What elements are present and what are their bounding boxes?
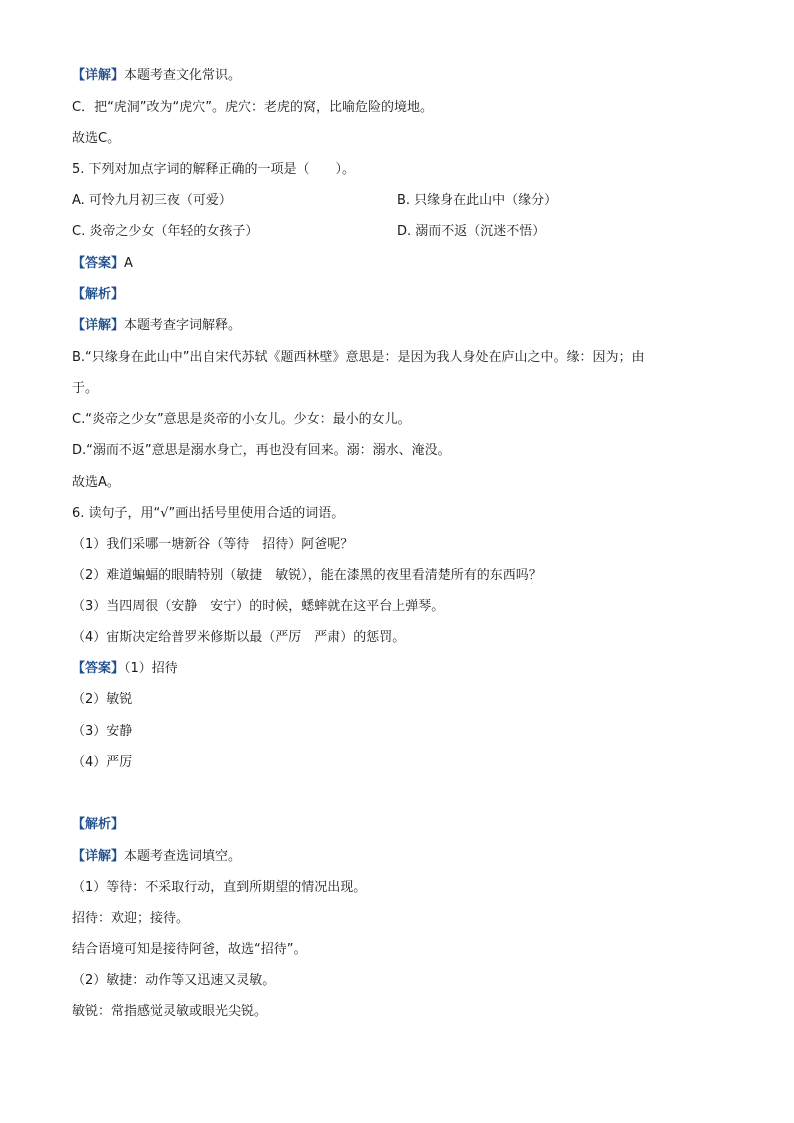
text-line [72,255,133,273]
text-line [72,1003,267,1021]
line-text: 结合语境可知是接待阿爸，故选“招待”。 [72,942,307,957]
line-text: A [124,256,133,271]
line-text: D.“溺而不返”意思是溺水身亡，再也没有回来。溺：溺水、淹没。 [72,443,451,458]
text-line [72,629,405,647]
line-text: 本题考查字词解释。 [124,318,242,333]
question-5 [72,161,355,179]
text-line [72,286,124,304]
text-line [72,754,132,772]
line-text: 故选A。 [72,475,120,490]
text-line [72,474,120,492]
line-text: （4）严厉 [72,755,133,770]
line-text: （3）当四周很（安静 安宁）的时候，蟋蟀就在这平台上弹琴。 [72,599,445,614]
line-text: B.“只缘身在此山中”出自宋代苏轼《题西林壁》意思是：是因为我人身处在庐山之中。缘：因为；由 [72,350,645,365]
text-line [72,380,98,398]
text-line [72,598,444,616]
section-tag: 【详解】 [72,68,125,83]
line-text: （4）宙斯决定给普罗米修斯以最（严厉 严肃）的惩罚。 [72,630,406,645]
text-line [72,567,542,585]
option-a: A. 可怜九月初三夜（可爱） [72,193,232,208]
section-tag: 【答案】 [72,256,125,271]
text-line [72,941,306,959]
text-line [72,130,120,148]
text-line [72,67,241,85]
line-text: 招待：欢迎；接待。 [72,911,190,926]
text-line [72,816,124,834]
text-line [72,848,241,866]
option-d: D. 溺而不返（沉迷不悟） [397,224,546,239]
line-text: （2）难道蝙蝠的眼睛特别（敏捷 敏锐），能在漆黑的夜里看清楚所有的东西吗？ [72,568,542,583]
line-text: 本题考查选词填空。 [124,849,242,864]
section-tag: 【解析】 [72,287,125,302]
section-tag: 【详解】 [72,318,125,333]
line-text: （1）我们采哪一塘新谷（等待 招待）阿爸呢？ [72,537,354,552]
line-text: （3）安静 [72,724,133,739]
text-line [72,723,132,741]
text-line [72,442,451,460]
text-line [72,972,275,990]
section-tag: 【答案】 [72,661,125,676]
text-line [72,349,645,367]
line-text: 故选C。 [72,131,121,146]
section-tag: 【详解】 [72,849,125,864]
line-text: 本题考查文化常识。 [124,68,242,83]
line-text: （2）敏锐 [72,692,133,707]
option-b: B. 只缘身在此山中（缘分） [397,193,558,208]
text-line [72,879,366,897]
line-text: C.“炎帝之少女”意思是炎帝的小女儿。少女：最小的女儿。 [72,412,411,427]
line-text: 6. 读句子，用“√”画出括号里使用合适的词语。 [72,506,345,521]
line-text: 5. 下列对加点字词的解释正确的一项是（ ）。 [72,162,356,177]
line-text: C．把“虎洞”改为“虎穴”。虎穴：老虎的窝，比喻危险的境地。 [72,100,434,115]
text-line [72,317,241,335]
text-line [72,411,411,429]
section-tag: 【解析】 [72,817,125,832]
line-text: 敏锐：常指感觉灵敏或眼光尖锐。 [72,1004,268,1019]
question-6 [72,505,344,523]
text-line [72,99,433,117]
line-text: （1）招待 [124,661,178,676]
text-line [72,910,189,928]
option-c: C. 炎帝之少女（年轻的女孩子） [72,224,259,239]
line-text: （1）等待：不采取行动，直到所期望的情况出现。 [72,880,367,895]
line-text: 于。 [72,381,99,396]
text-line [72,536,353,554]
text-line [72,660,178,678]
line-text: （2）敏捷：动作等又迅速又灵敏。 [72,973,276,988]
text-line [72,691,132,709]
